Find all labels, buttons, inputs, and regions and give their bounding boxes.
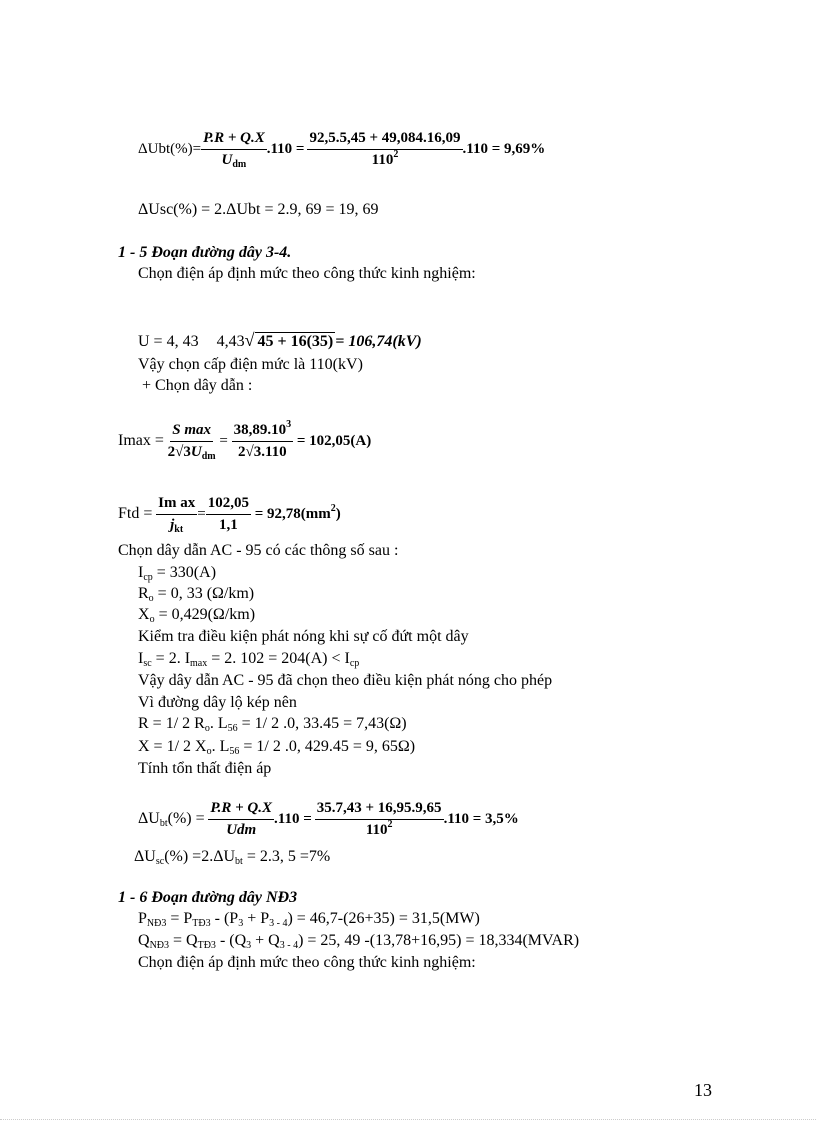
eq-mid: = (219, 432, 228, 449)
subscript: sc (143, 658, 152, 669)
value: = Q (169, 932, 198, 949)
subscript: NĐ3 (146, 918, 167, 929)
eq-lhs: ΔU (138, 809, 160, 827)
subscript: NĐ3 (149, 940, 170, 951)
value: = 2. 102 = 204(A) < I (207, 650, 350, 667)
value: . L (209, 715, 228, 732)
subscript: kt (174, 524, 184, 535)
value: X = 1/ 2 X (138, 738, 207, 755)
eq-lhs: Imax = (118, 431, 164, 449)
subscript: dm (232, 159, 247, 170)
value: = 1/ 2 .0, 33.45 = 7,43(Ω) (237, 715, 407, 732)
value: + Q (251, 932, 280, 949)
section-heading-1-6: 1 - 6 Đoạn đường dây NĐ3 (118, 889, 298, 906)
eq-lhs: ΔUbt(%)= (138, 140, 202, 157)
subscript: dm (201, 451, 216, 462)
text-line: Chọn điện áp định mức theo công thức kinh nghiệm: (138, 954, 476, 971)
fraction-pr-qx (208, 800, 274, 839)
text-line: Kiểm tra điều kiện phát nóng khi sự cố đứt một dây (138, 628, 469, 645)
sym: X (138, 606, 150, 623)
value: + P (243, 910, 270, 927)
fraction-numerator: P.R + Q.X (208, 800, 274, 820)
eq-mid: .110 = (266, 140, 305, 157)
value: (%) =2.ΔU (164, 848, 236, 865)
fraction-denominator: 110 (371, 152, 394, 168)
value: ) = 46,7-(26+35) = 31,5(MW) (287, 910, 480, 927)
subscript: TĐ3 (192, 918, 211, 929)
subscript: bt (159, 817, 168, 829)
subscript: 3 (246, 940, 252, 951)
power-q-nd3 (138, 931, 579, 951)
sym: ΔU (134, 848, 156, 865)
superscript: 2 (393, 149, 399, 160)
text-line: Vì đường dây lộ kép nên (138, 694, 297, 711)
equation-imax (118, 419, 372, 462)
equation-delta-ubt-2 (138, 800, 519, 839)
eq-lhs: U = 4, 43 (138, 333, 199, 350)
eq-lhs-end: (%) = (167, 809, 205, 827)
eq-radicand: 45 + 16(35) (257, 333, 334, 350)
sqrt-icon: √ (244, 330, 255, 350)
subscript: o (148, 593, 154, 604)
text-line: Chọn dây dẫn AC - 95 có các thông số sau : (118, 542, 399, 559)
equation-delta-usc-2 (134, 847, 330, 867)
section-heading-1-5: 1 - 5 Đoạn đường dây 3-4. (118, 244, 292, 261)
param-icp (138, 563, 216, 583)
value: - (P (210, 910, 239, 927)
param-x (138, 737, 415, 757)
sym: P (138, 910, 147, 927)
value: ) = 25, 49 -(13,78+16,95) = 18,334(MVAR) (298, 932, 580, 949)
eq-result: = 106,74(kV) (335, 333, 422, 350)
power-p-nd3 (138, 909, 480, 929)
fraction-imax-jkt (156, 495, 197, 534)
fraction-numerator: S max (170, 422, 213, 442)
eq-coef: 4,43 (216, 333, 245, 350)
fraction-smax (168, 422, 216, 461)
param-xo (138, 605, 255, 625)
fraction-numerator: 102,05 (206, 495, 251, 515)
fraction-values (232, 419, 294, 461)
equation-delta-ubt (138, 130, 545, 169)
fraction-denominator: 1,1 (218, 517, 238, 533)
param-isc (138, 649, 359, 669)
eq-mid: .110 = (274, 810, 312, 827)
value: = P (166, 910, 193, 927)
subscript: sc (155, 856, 165, 867)
value: = 0, 33 (Ω/km) (153, 585, 255, 602)
text-line: Vậy chọn cấp điện mức là 110(kV) (138, 356, 363, 373)
text-line: Tính tổn thất điện áp (138, 760, 272, 777)
eq-result-end: ) (335, 505, 341, 522)
fraction-denominator: U (221, 152, 233, 168)
page-bottom-divider (0, 1119, 816, 1120)
param-r (138, 714, 407, 734)
subscript: cp (349, 658, 360, 669)
equation-ftd: Ftd = $\frac{\text{Im ax}}{j_{kt}}$ = $\frac{102,05}{1,1}$ = $92,78(mm^2)$ (118, 495, 341, 535)
fraction-denominator: 2√3.110 (238, 444, 287, 460)
eq-lhs: Ftd = (118, 504, 153, 522)
equation-voltage (138, 330, 422, 351)
fraction-values (307, 130, 462, 169)
fraction-denominator: Udm (226, 822, 257, 838)
value: = 0,429(Ω/km) (154, 606, 256, 623)
sym: I (138, 650, 144, 667)
subscript: 3 - 4 (269, 918, 288, 929)
fraction-values (206, 495, 251, 534)
fraction-numerator: 92,5.5,45 + 49,084.16,09 (307, 130, 462, 150)
text-line: Vậy dây dẫn AC - 95 đã chọn theo điều kiện phát nóng cho phép (138, 672, 553, 689)
page-number: 13 (694, 1080, 712, 1100)
eq-result: = 92,78(mm (254, 505, 331, 522)
eq-result: .110 = 3,5% (443, 810, 519, 827)
superscript: 2 (330, 502, 336, 514)
eq-result: .110 = 9,69% (462, 140, 546, 157)
value: = 2. I (151, 650, 191, 667)
eq-result: = 102,05(A) (296, 432, 372, 449)
subscript: 56 (229, 746, 240, 757)
fraction-denominator: U (190, 444, 202, 460)
fraction-numerator: 38,89.10 (233, 422, 287, 438)
fraction-denominator-prefix: 2√3 (167, 444, 191, 460)
fraction-values (315, 800, 444, 839)
fraction-numerator: Im ax (156, 495, 197, 515)
text-line: Chọn điện áp định mức theo công thức kinh nghiệm: (138, 265, 476, 282)
text-line: + Chọn dây dẫn : (142, 377, 253, 394)
param-ro (138, 584, 254, 604)
value: . L (211, 738, 230, 755)
fraction-pr-qx (201, 130, 267, 169)
subscript: 56 (227, 723, 238, 734)
superscript: 3 (286, 419, 292, 430)
value: R = 1/ 2 R (138, 715, 205, 732)
subscript: o (204, 723, 210, 734)
value: = 2.3, 5 =7% (242, 848, 331, 865)
fraction-denominator: j (170, 517, 175, 533)
subscript: o (206, 746, 212, 757)
subscript: o (149, 614, 155, 625)
subscript: bt (235, 856, 243, 867)
sym: I (138, 564, 144, 581)
value: = 1/ 2 .0, 429.45 = 9, 65Ω) (239, 738, 416, 755)
value: - (Q (215, 932, 247, 949)
value: = 330(A) (152, 564, 217, 581)
subscript: 3 - 4 (279, 940, 299, 951)
superscript: 2 (387, 819, 393, 830)
subscript: max (190, 658, 208, 669)
equation-delta-usc: ΔUsc(%) = 2.ΔUbt = 2.9, 69 = 19, 69 (138, 201, 379, 218)
subscript: 3 (238, 918, 244, 929)
fraction-numerator: 35.7,43 + 16,95.9,65 (315, 800, 444, 820)
subscript: cp (143, 572, 153, 583)
fraction-denominator: 110 (365, 822, 388, 838)
subscript: TĐ3 (197, 940, 216, 951)
sym: Q (138, 932, 150, 949)
sym: R (138, 585, 149, 602)
fraction-numerator: P.R + Q.X (201, 130, 267, 150)
